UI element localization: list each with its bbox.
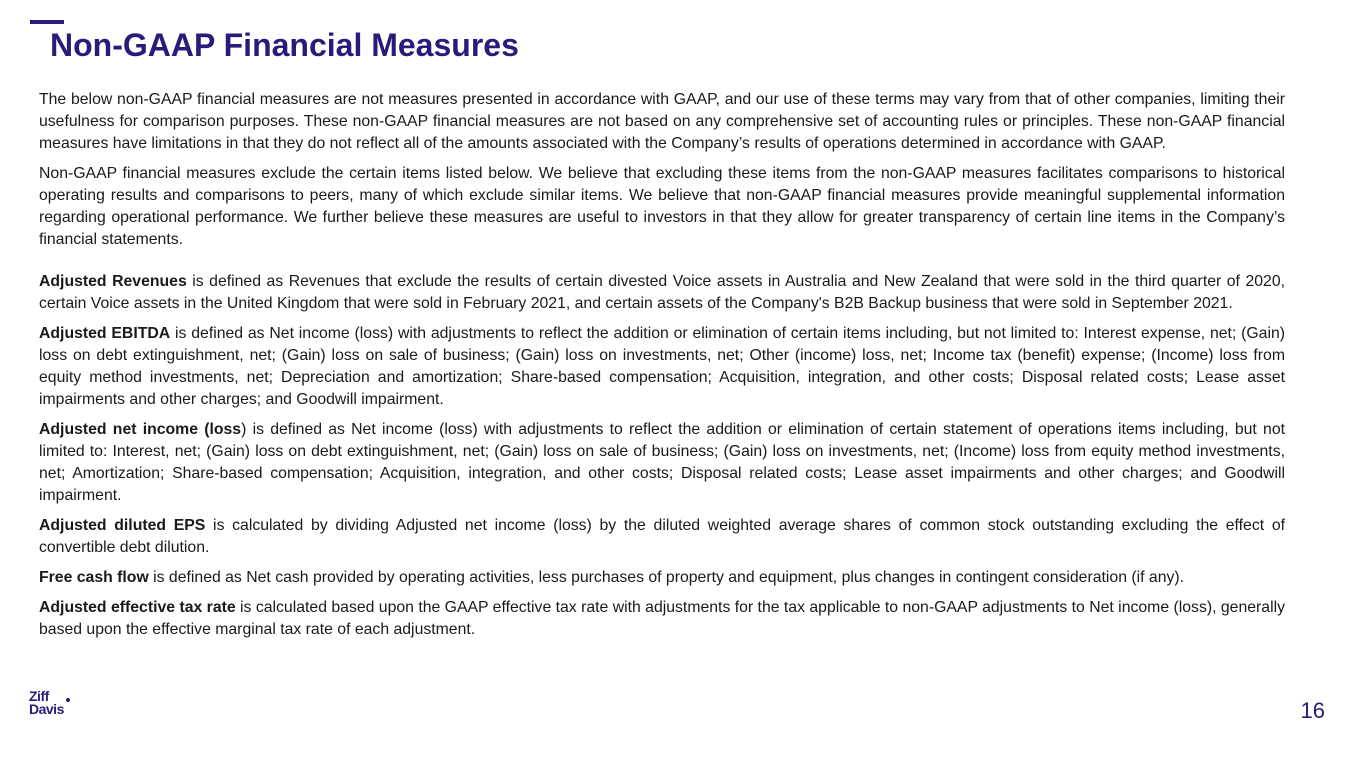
- title-accent-bar: [30, 20, 64, 24]
- definition-term: Adjusted net income (loss: [39, 421, 242, 438]
- definition-free-cash-flow: [39, 567, 1285, 589]
- definition-text: is defined as Revenues that exclude the results of certain divested Voice assets in Australia and New Zealand that were sold in the third quarter of 2020, certain Voice assets in the United Kingdom that were sold in February 2021, and certain assets of the Company's B2B Backup business that were sold in September 2021.: [39, 273, 1285, 312]
- logo-line-2: Davis: [29, 701, 64, 717]
- definition-adjusted-ebitda: [39, 323, 1285, 411]
- definition-text: is calculated by dividing Adjusted net income (loss) by the diluted weighted average shares of common stock outstanding excluding the effect of convertible debt dilution.: [39, 517, 1285, 556]
- definition-text: is defined as Net income (loss) with adjustments to reflect the addition or elimination of certain items including, but not limited to: Interest expense, net; (Gain) loss on debt extinguishment, net; (Gain) loss on sale of business; (Gain) loss on investments, net; Other (income) loss, net; Income tax (benefit) expense; (Income) loss from equity method investments, net; Depreciation and amortization; Share-based compensation; Acquisition, integration, and other costs; Disposal related costs; Lease asset impairments and other charges; and Goodwill impairment.: [39, 325, 1285, 408]
- slide-body: [39, 89, 1285, 649]
- logo-dot-icon: [66, 698, 70, 702]
- definition-adjusted-revenues: [39, 271, 1285, 315]
- logo-line-1: Ziff: [29, 688, 49, 704]
- ziff-davis-logo: [29, 690, 77, 720]
- definition-term: Adjusted EBITDA: [39, 325, 171, 342]
- definition-term: Free cash flow: [39, 569, 149, 586]
- definition-text: ) is defined as Net income (loss) with adjustments to reflect the addition or elimination of certain statement of operations items including, but not limited to: Interest, net; (Gain) loss on debt extinguishment, net; (Gain) loss on sale of business; (Gain) loss on investments, net; (Income) loss from equity method investments, net; Amortization; Share-based compensation; Acquisition, integration, and other costs; Disposal related costs; Lease asset impairments and other charges; and Goodwill impairment.: [39, 421, 1285, 504]
- definition-text: is defined as Net cash provided by operating activities, less purchases of property and equipment, plus changes in contingent consideration (if any).: [148, 569, 1185, 586]
- definition-term: Adjusted diluted EPS: [39, 517, 206, 534]
- intro-paragraph-2: Non-GAAP financial measures exclude the certain items listed below. We believe that excluding these items from the non-GAAP measures facilitates comparisons to historical operating results and comparisons to peers, many of which exclude similar items. We believe that non-GAAP financial measures provide meaningful supplemental information regarding operational performance. We further believe these measures are useful to investors in that they allow for greater transparency of certain line items in the Company’s financial statements.: [39, 165, 1285, 248]
- page-title: Non-GAAP Financial Measures: [50, 27, 519, 63]
- page-number: 16: [1300, 698, 1325, 723]
- intro-paragraph-1: The below non-GAAP financial measures are not measures presented in accordance with GAAP, and our use of these terms may vary from that of other companies, limiting their usefulness for comparison purposes. These non-GAAP financial measures are not based on any comprehensive set of accounting rules or principles. These non-GAAP financial measures have limitations in that they do not reflect all of the amounts associated with the Company’s results of operations determined in accordance with GAAP.: [39, 91, 1285, 152]
- definition-adjusted-effective-tax-rate: [39, 597, 1285, 641]
- definition-adjusted-net-income: [39, 419, 1285, 507]
- definition-adjusted-diluted-eps: [39, 515, 1285, 559]
- definition-text: is calculated based upon the GAAP effective tax rate with adjustments for the tax applicable to non-GAAP adjustments to Net income (loss), generally based upon the effective marginal tax rate of each adjustment.: [39, 599, 1285, 638]
- definition-term: Adjusted Revenues: [39, 273, 187, 290]
- definition-term: Adjusted effective tax rate: [39, 599, 236, 616]
